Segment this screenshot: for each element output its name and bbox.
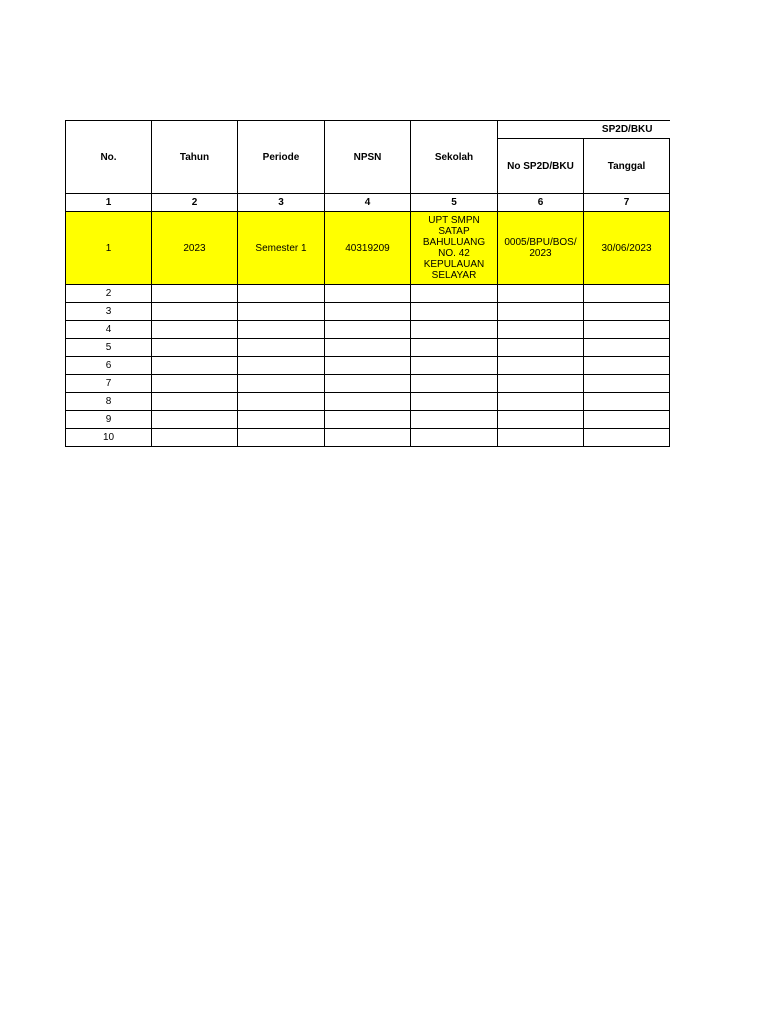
cell-no-sp2d[interactable] bbox=[498, 375, 584, 393]
cell-no-sp2d[interactable] bbox=[498, 321, 584, 339]
cell-sekolah[interactable] bbox=[411, 429, 498, 447]
cell-npsn[interactable] bbox=[325, 303, 411, 321]
cell-no-sp2d[interactable] bbox=[498, 357, 584, 375]
cell-tanggal[interactable] bbox=[584, 339, 670, 357]
cell-npsn[interactable] bbox=[325, 285, 411, 303]
cell-tanggal[interactable] bbox=[584, 411, 670, 429]
cell-no-sp2d[interactable] bbox=[498, 429, 584, 447]
column-number-cell[interactable]: 2 bbox=[152, 194, 238, 212]
table-row bbox=[66, 212, 670, 285]
cell-npsn[interactable] bbox=[325, 393, 411, 411]
header-npsn[interactable]: NPSN bbox=[325, 121, 411, 194]
header-sekolah[interactable]: Sekolah bbox=[411, 121, 498, 194]
column-number-cell[interactable]: 3 bbox=[238, 194, 325, 212]
cell-periode[interactable] bbox=[238, 321, 325, 339]
cell-periode[interactable]: Semester 1 bbox=[238, 212, 325, 285]
cell-tanggal[interactable] bbox=[584, 285, 670, 303]
cell-sekolah[interactable] bbox=[411, 321, 498, 339]
cell-no[interactable]: 2 bbox=[66, 285, 152, 303]
cell-periode[interactable] bbox=[238, 411, 325, 429]
cell-tahun[interactable] bbox=[152, 357, 238, 375]
cell-npsn[interactable] bbox=[325, 357, 411, 375]
cell-tahun[interactable] bbox=[152, 429, 238, 447]
table-row bbox=[66, 339, 670, 357]
cell-no[interactable]: 6 bbox=[66, 357, 152, 375]
cell-no-sp2d[interactable] bbox=[498, 411, 584, 429]
cell-npsn[interactable] bbox=[325, 375, 411, 393]
cell-no-sp2d[interactable] bbox=[498, 339, 584, 357]
cell-tahun[interactable] bbox=[152, 393, 238, 411]
cell-npsn[interactable] bbox=[325, 411, 411, 429]
cell-tanggal[interactable] bbox=[584, 375, 670, 393]
cell-no[interactable]: 9 bbox=[66, 411, 152, 429]
header-periode[interactable]: Periode bbox=[238, 121, 325, 194]
column-number-cell[interactable]: 5 bbox=[411, 194, 498, 212]
cell-sekolah[interactable] bbox=[411, 339, 498, 357]
table-row bbox=[66, 321, 670, 339]
cell-tanggal[interactable] bbox=[584, 393, 670, 411]
table-row bbox=[66, 285, 670, 303]
cell-periode[interactable] bbox=[238, 375, 325, 393]
cell-tahun[interactable] bbox=[152, 285, 238, 303]
cell-no-sp2d[interactable]: 0005/BPU/BOS/ 2023 bbox=[498, 212, 584, 285]
header-no-sp2d[interactable]: No SP2D/BKU bbox=[498, 139, 584, 194]
cell-no[interactable]: 3 bbox=[66, 303, 152, 321]
cell-periode[interactable] bbox=[238, 303, 325, 321]
cell-periode[interactable] bbox=[238, 357, 325, 375]
cell-sekolah[interactable] bbox=[411, 375, 498, 393]
cell-npsn[interactable] bbox=[325, 429, 411, 447]
header-tahun[interactable]: Tahun bbox=[152, 121, 238, 194]
cell-no[interactable]: 5 bbox=[66, 339, 152, 357]
cell-sekolah[interactable] bbox=[411, 303, 498, 321]
cell-no[interactable]: 10 bbox=[66, 429, 152, 447]
column-number-cell[interactable]: 4 bbox=[325, 194, 411, 212]
cell-tanggal[interactable] bbox=[584, 357, 670, 375]
cell-sekolah[interactable] bbox=[411, 411, 498, 429]
spreadsheet-page bbox=[65, 120, 670, 447]
cell-tanggal[interactable] bbox=[584, 303, 670, 321]
cell-tahun[interactable] bbox=[152, 411, 238, 429]
cell-tahun[interactable] bbox=[152, 321, 238, 339]
header-no[interactable]: No. bbox=[66, 121, 152, 194]
cell-tahun[interactable] bbox=[152, 339, 238, 357]
table-row bbox=[66, 411, 670, 429]
cell-sekolah[interactable] bbox=[411, 357, 498, 375]
table-row bbox=[66, 303, 670, 321]
table-row bbox=[66, 375, 670, 393]
cell-no[interactable]: 1 bbox=[66, 212, 152, 285]
cell-npsn[interactable]: 40319209 bbox=[325, 212, 411, 285]
header-row-top bbox=[66, 121, 670, 139]
cell-npsn[interactable] bbox=[325, 321, 411, 339]
cell-periode[interactable] bbox=[238, 339, 325, 357]
cell-no[interactable]: 8 bbox=[66, 393, 152, 411]
cell-no[interactable]: 7 bbox=[66, 375, 152, 393]
header-sp2d-group[interactable]: SP2D/BKU bbox=[498, 121, 670, 139]
cell-sekolah[interactable] bbox=[411, 393, 498, 411]
cell-tahun[interactable] bbox=[152, 303, 238, 321]
column-number-cell[interactable]: 7 bbox=[584, 194, 670, 212]
cell-sekolah[interactable] bbox=[411, 285, 498, 303]
cell-tahun[interactable]: 2023 bbox=[152, 212, 238, 285]
cell-no[interactable]: 4 bbox=[66, 321, 152, 339]
cell-periode[interactable] bbox=[238, 285, 325, 303]
cell-tanggal[interactable]: 30/06/2023 bbox=[584, 212, 670, 285]
cell-periode[interactable] bbox=[238, 429, 325, 447]
column-number-row bbox=[66, 194, 670, 212]
sp2d-table bbox=[65, 120, 670, 447]
cell-npsn[interactable] bbox=[325, 339, 411, 357]
column-number-cell[interactable]: 6 bbox=[498, 194, 584, 212]
cell-sekolah[interactable]: UPT SMPN SATAP BAHULUANG NO. 42 KEPULAUAN SELAYAR bbox=[411, 212, 498, 285]
header-tanggal[interactable]: Tanggal bbox=[584, 139, 670, 194]
column-number-cell[interactable]: 1 bbox=[66, 194, 152, 212]
cell-tahun[interactable] bbox=[152, 375, 238, 393]
cell-tanggal[interactable] bbox=[584, 429, 670, 447]
table-row bbox=[66, 357, 670, 375]
cell-tanggal[interactable] bbox=[584, 321, 670, 339]
cell-no-sp2d[interactable] bbox=[498, 393, 584, 411]
table-row bbox=[66, 429, 670, 447]
cell-no-sp2d[interactable] bbox=[498, 285, 584, 303]
cell-no-sp2d[interactable] bbox=[498, 303, 584, 321]
table-row bbox=[66, 393, 670, 411]
cell-periode[interactable] bbox=[238, 393, 325, 411]
